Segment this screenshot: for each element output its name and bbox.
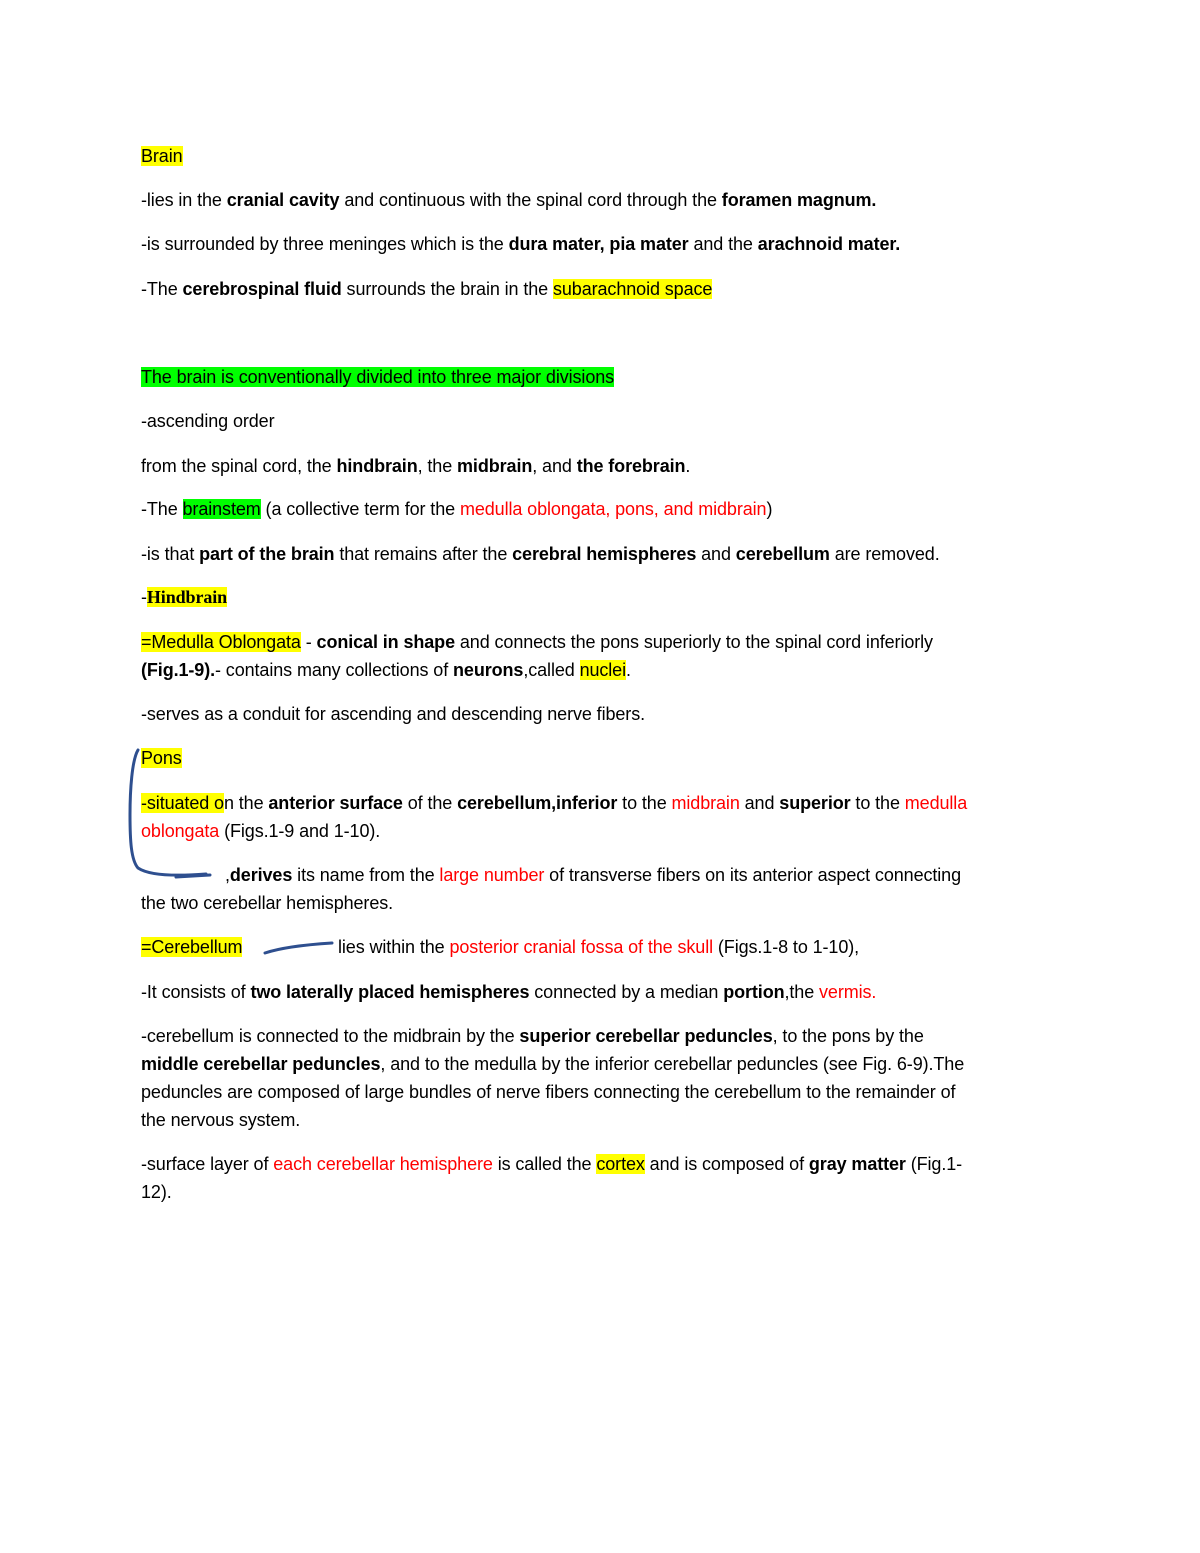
text: from the spinal cord, the: [141, 456, 337, 476]
paragraph-medulla-line1: [141, 631, 933, 653]
highlighted-text: nuclei: [579, 660, 626, 680]
red-text: medulla oblongata, pons, and midbrain: [459, 499, 767, 519]
paragraph-hemispheres: [141, 981, 876, 1003]
bold-text: portion: [723, 982, 785, 1002]
paragraph-ascending-order: [141, 410, 274, 432]
bold-text: conical in shape: [316, 632, 455, 652]
text: that remains after the: [334, 544, 513, 564]
bold-text: foramen magnum.: [721, 190, 877, 210]
text: -lies in the: [141, 190, 227, 210]
doc-title: Brain: [141, 146, 183, 166]
text: (a collective term for the: [260, 499, 460, 519]
text: are removed.: [829, 544, 940, 564]
text: is called the: [492, 1154, 597, 1174]
paragraph-peduncles-line4: [141, 1109, 300, 1131]
bold-text: cerebellum,inferior: [457, 793, 618, 813]
pons-heading: Pons: [141, 748, 182, 768]
text: -surface layer of: [141, 1154, 274, 1174]
text: -The: [141, 279, 183, 299]
text: - contains many collections of: [215, 660, 454, 680]
text: and: [739, 793, 780, 813]
paragraph-brainstem-definition: [141, 543, 940, 565]
text: , and: [532, 456, 577, 476]
paragraph-peduncles-line1: [141, 1025, 924, 1047]
bold-text: gray matter: [808, 1154, 906, 1174]
divisions-heading: The brain is conventionally divided into three major divisions: [141, 367, 615, 387]
divisions-heading-line: [141, 366, 614, 388]
bold-text: superior: [779, 793, 851, 813]
bold-text: cerebral hemispheres: [512, 544, 697, 564]
text: and connects the pons superiorly to the spinal cord inferiorly: [454, 632, 933, 652]
paragraph-csf: [141, 278, 712, 300]
text: -is surrounded by three meninges which is the: [141, 234, 509, 254]
red-text: medulla: [904, 793, 968, 813]
red-text: each cerebellar hemisphere: [273, 1154, 493, 1174]
ink-arrow-line: [265, 943, 332, 953]
paragraph-pons-line2: [141, 820, 380, 842]
paragraph-brainstem: [141, 498, 772, 520]
text: .: [685, 456, 691, 476]
text: to the: [850, 793, 905, 813]
highlighted-text: brainstem: [182, 499, 261, 519]
bold-text: cerebrospinal fluid: [182, 279, 342, 299]
paragraph-divisions-list: [141, 455, 690, 477]
text: to the: [617, 793, 672, 813]
text: -cerebellum is connected to the midbrain by the: [141, 1026, 520, 1046]
text: ): [766, 499, 773, 519]
bold-text: the forebrain: [576, 456, 686, 476]
text: n the: [223, 793, 269, 813]
paragraph-cortex-line1: [141, 1153, 962, 1175]
text: .: [626, 660, 631, 680]
paragraph-medulla-line2: [141, 659, 631, 681]
bold-text: derives: [229, 865, 293, 885]
text: -serves as a conduit for ascending and descending nerve fibers.: [141, 704, 646, 724]
text: ,called: [523, 660, 580, 680]
red-text: oblongata: [141, 821, 220, 841]
bold-text: hindbrain: [336, 456, 418, 476]
text: peduncles are composed of large bundles of nerve fibers connecting the cerebellum to the remainder of: [141, 1082, 956, 1102]
paragraph-pons-name-line2: [141, 892, 393, 914]
text: , the: [417, 456, 458, 476]
text: -: [141, 587, 147, 607]
text: and is composed of: [644, 1154, 809, 1174]
highlighted-text: =Medulla Oblongata: [141, 632, 301, 652]
highlighted-text: subarachnoid space: [553, 279, 713, 299]
doc-title-line: [141, 145, 183, 167]
text: of the: [402, 793, 458, 813]
hindbrain-heading: Hindbrain: [146, 587, 228, 607]
paragraph-pons-name-line1: [225, 864, 961, 886]
text: -The: [141, 499, 183, 519]
text: connected by a median: [529, 982, 724, 1002]
red-text: vermis.: [819, 982, 877, 1002]
text: the nervous system.: [141, 1110, 301, 1130]
paragraph-cerebellum-location: [338, 936, 859, 958]
bold-text: (Fig.1-9).: [141, 660, 215, 680]
paragraph-conduit: [141, 703, 645, 725]
bold-text: arachnoid mater.: [757, 234, 901, 254]
bold-text: cranial cavity: [226, 190, 340, 210]
text: -ascending order: [141, 411, 275, 431]
highlighted-text: -situated o: [141, 793, 224, 813]
paragraph-meninges: [141, 233, 900, 255]
highlighted-text: cortex: [596, 1154, 645, 1174]
highlighted-text: =Cerebellum: [141, 937, 243, 957]
text: lies within the: [338, 937, 450, 957]
text: 12).: [141, 1182, 172, 1202]
text: and: [696, 544, 736, 564]
text: ,: [225, 865, 230, 885]
paragraph-peduncles-line2: [141, 1053, 964, 1075]
bold-text: middle cerebellar peduncles: [141, 1054, 381, 1074]
red-text: midbrain: [671, 793, 740, 813]
bold-text: dura mater, pia mater: [508, 234, 689, 254]
bold-text: superior cerebellar peduncles: [519, 1026, 773, 1046]
bold-text: neurons: [453, 660, 524, 680]
text: surrounds the brain in the: [341, 279, 553, 299]
paragraph-cerebellum-line: [141, 936, 242, 958]
text: (Figs.1-9 and 1-10).: [219, 821, 381, 841]
text: (Figs.1-8 to 1-10),: [713, 937, 860, 957]
paragraph-pons-line1: [141, 792, 967, 814]
text: the two cerebellar hemispheres.: [141, 893, 394, 913]
red-text: posterior cranial fossa of the skull: [449, 937, 713, 957]
text: , to the pons by the: [772, 1026, 924, 1046]
text: (Fig.1-: [905, 1154, 963, 1174]
paragraph-cranial-cavity: [141, 189, 876, 211]
bold-text: part of the brain: [199, 544, 335, 564]
bold-text: cerebellum: [735, 544, 830, 564]
pons-heading-line: [141, 747, 182, 769]
text: ,the: [784, 982, 820, 1002]
bold-text: anterior surface: [268, 793, 403, 813]
red-text: large number: [439, 865, 545, 885]
paragraph-peduncles-line3: [141, 1081, 955, 1103]
text: -is that: [141, 544, 200, 564]
text: -It consists of: [141, 982, 251, 1002]
text: its name from the: [292, 865, 440, 885]
text: -: [300, 632, 317, 652]
ink-bracket-tail: [176, 875, 210, 877]
text: of transverse fibers on its anterior aspect connecting: [544, 865, 961, 885]
hindbrain-heading-line: [141, 586, 227, 608]
bold-text: two laterally placed hemispheres: [250, 982, 530, 1002]
text: and the: [688, 234, 758, 254]
text: , and to the medulla by the inferior cerebellar peduncles (see Fig. 6-9).The: [380, 1054, 965, 1074]
paragraph-cortex-line2: [141, 1181, 172, 1203]
text: and continuous with the spinal cord through the: [339, 190, 722, 210]
bold-text: midbrain: [457, 456, 533, 476]
